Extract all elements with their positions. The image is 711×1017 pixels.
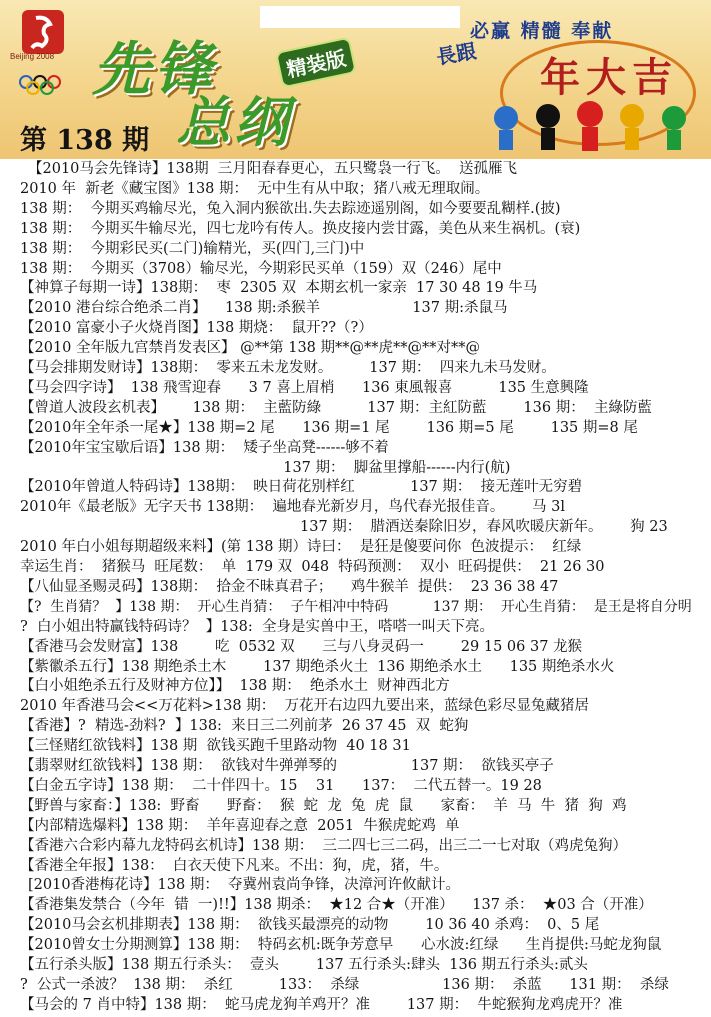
text-line: 【野兽与家畜：】138: 野畜 野畜： 猴 蛇 龙 兔 虎 鼠 家畜： 羊 马 牛 猪 狗 鸡 <box>20 797 627 814</box>
text-line: 2010 年 新老《藏宝图》138 期： 无中生有从中取；猪八戒无理取闹。 <box>20 180 490 197</box>
text-line: 【2010年曾道人特码诗】138期： 映日荷花别样红 137 期： 接无莲叶无穷碧 <box>20 479 583 496</box>
text-line: ? 公式一杀波？ 138 期： 杀红 133： 杀绿 136 期： 杀蓝 131 期： 杀绿 <box>20 976 669 993</box>
edition-badge: 精装版 <box>275 37 357 89</box>
banner-changgen: 長跟 <box>434 38 479 70</box>
text-line: 【香港六合彩内幕九龙特码玄机诗】138 期： 三二四七三二码，出三二一七对取（鸡虎兔狗） <box>20 837 627 854</box>
issue-number: 第 138 期 <box>20 125 150 156</box>
text-line: 【白金五字诗】138 期： 二十伴四十。15 31 137： 二代五替一。19 28 <box>20 777 542 794</box>
mascots-illustration <box>486 96 696 156</box>
text-line: 137 期： 腊酒送秦除旧岁，春风吹暖庆新年。 狗 23 <box>300 519 668 536</box>
text-line: 【2010 全年版九宫禁肖发表区】 @**第 138 期**@**虎**@**对**@ <box>20 340 481 357</box>
text-line: 【内部精选爆料】138 期： 羊年喜迎春之意 2051 牛猴虎蛇鸡 单 <box>20 817 460 834</box>
text-line: 【2010马会玄机排期表】138 期： 欲钱买最漂亮的动物 10 36 40 杀鸡： 0、5 尾 <box>20 917 600 934</box>
text-line: 【白小姐绝杀五行及财神方位】】 138 期： 绝杀水土 财神西北方 <box>20 678 450 695</box>
text-line: 【马会排期发财诗】138期： 零来五未龙发财。 137 期： 四来九未马发财。 <box>20 360 556 376</box>
text-line: 【2010 港台综合绝杀二肖】 138 期:杀猴羊 137 期:杀鼠马 <box>20 300 508 317</box>
text-line: 138 期： 今期彩民买(二门)输精光，买(四门,三门)中 <box>20 240 365 257</box>
text-line: 138 期： 今期买鸡输尽光，兔入洞内猴欲出.失去踪迹遥别阁，如今要要乱糊样.(披) <box>20 200 561 217</box>
text-line: 【2010年全年杀一尾★】138 期=2 尾 136 期=1 尾 136 期=5 尾 135 期=8 尾 <box>20 419 638 436</box>
banner-slogan: 必赢 精髓 奉献 <box>470 20 614 42</box>
text-line: 【紫徽杀五行】138 期绝杀土木 137 期绝杀火土 136 期绝杀水土 135 期绝杀水火 <box>20 658 615 675</box>
text-line: 【2010年宝宝歇后语】138 期： 矮子坐高凳------够不着 <box>20 439 389 456</box>
text-line: 【马会的 7 肖中特】138 期： 蛇马虎龙狗羊鸡开？准 137 期： 牛蛇猴狗龙鸡虎开？准 <box>20 996 623 1013</box>
text-line: 【神算子每期一诗】138期： 枣 2305 双 本期玄机一家亲 17 30 48 19 牛马 <box>20 280 538 297</box>
text-line: 【三怪赌红欲钱料】138 期 欲钱买跑千里路动物 40 18 31 <box>20 738 411 755</box>
text-line: 【香港马会发财富】138 吃 0532 双 三与八身灵码一 29 15 06 37 龙猴 <box>20 638 583 655</box>
text-line: 【2010马会先锋诗】138期 三月阳春春更心，五只鹭袅一行飞。 送孤雁飞 <box>28 161 518 177</box>
banner-nianda: 年大吉 <box>540 54 678 101</box>
text-line: 幸运生肖： 猪猴马 旺尾数： 单 179 双 048 特码预测： 双小 旺码提供： 21 26 30 <box>20 559 605 575</box>
text-line: 【五行杀头版】138 期五行杀头： 壹头 137 五行杀头:肆头 136 期五行杀头:贰头 <box>20 957 588 973</box>
text-line: 【香港集发禁合（今年 错 一)!!】138 期杀： ★12 合★（开准） 137 杀： ★03 合（开准） <box>20 897 653 914</box>
text-line: 2010 年香港马会<<万花料>138 期： 万花开右边四九要出来，蓝绿色彩尽显兔藏猪居 <box>20 698 589 715</box>
olympic-caption: Beijing 2008 <box>10 52 55 61</box>
text-line: 【香港全年报】138： 白衣天使下凡来。不出：狗，虎，猪，牛。 <box>20 857 449 874</box>
text-line: 138 期： 今期买（3708）输尽光，今期彩民买单（159）双（246）尾中 <box>20 260 502 277</box>
text-line: 【2010 富豪小子火烧肖图】138 期烧： 鼠开??（?） <box>20 320 373 337</box>
text-line: 【2010曾女士分期测算】138 期： 特码玄机:既争芳意早 心水波:红绿 生肖提供:马蛇龙狗鼠 <box>20 937 662 954</box>
text-line: 【香港】? 精选-劲料? 】138: 来日三二列前茅 26 37 45 双 蛇狗 <box>20 718 469 735</box>
text-line: 137 期： 脚盆里撑船------内行(航) <box>274 459 511 476</box>
text-line: 2010年《最老版》无字天书 138期： 遍地春光新岁月，鸟代春光报佳音。 马 3l <box>20 499 566 516</box>
text-line: 138 期： 今期买牛输尽光，四七龙吟有传人。换皮接内尝甘露，美色从来生祸机。(衰) <box>20 220 581 237</box>
text-line: ? 白小姐出特赢钱特码诗？ 】138: 全身是实兽中王，嗒嗒一叫天下亮。 <box>20 618 494 635</box>
blank-box <box>260 6 460 28</box>
header-banner <box>0 0 711 159</box>
banner-title-right: 总纲 <box>176 90 292 154</box>
text-line: 【曾道人波段玄机表】 138 期： 主藍防綠 137 期：主紅防藍 136 期： 主綠防藍 <box>20 399 652 416</box>
banner-title-left: 先锋 <box>92 35 217 103</box>
text-line: 【马会四字诗】 138 飛雪迎春 3 7 喜上眉梢 136 東風報喜 135 生意興隆 <box>20 379 589 396</box>
text-line: [2010香港梅花诗】138 期： 夺冀州袁尚争锋，决漳河许攸献计。 <box>28 877 461 894</box>
text-line: 【八仙显圣赐灵码】138期： 拾金不昧真君子； 鸡牛猴羊 提供： 23 36 38 47 <box>20 578 559 595</box>
text-line: 【? 生肖猜？ 】138 期： 开心生肖猜： 子午相冲中特码 137 期： 开心生肖猜： 是王是将自分明 <box>20 598 692 615</box>
text-line: 2010 年白小姐每期超级来料】(第 138 期）诗曰： 是狂是傻要问你 色波提示： 红绿 <box>20 539 582 556</box>
text-line: 【翡翠财红欲钱料】138 期： 欲钱对牛弹弹琴的 137 期： 欲钱买亭子 <box>20 758 554 774</box>
